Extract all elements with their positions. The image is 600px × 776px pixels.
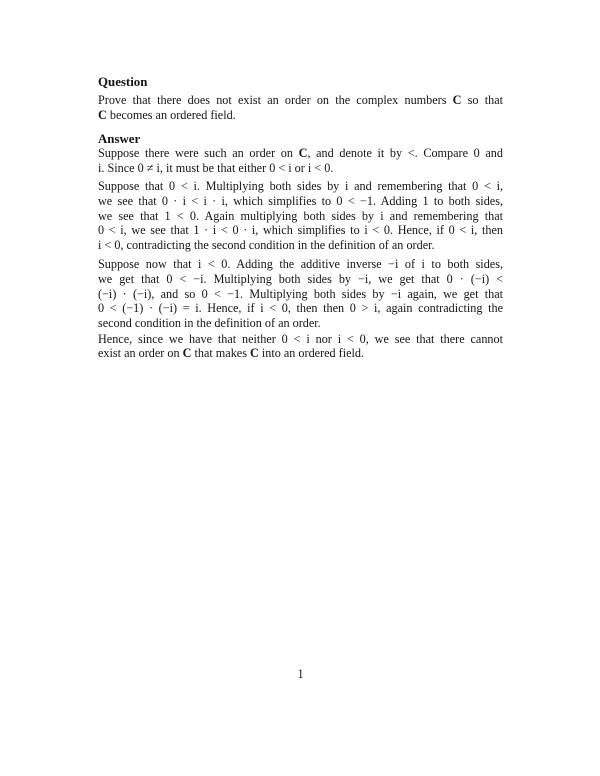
text-line: Suppose now that i < 0. Adding the additive inverse −i of i to both sides, — [98, 257, 503, 271]
text-line: i < 0, contradicting the second condition in the definition of an order. — [98, 238, 435, 253]
question-paragraph — [98, 93, 503, 123]
page-number: 1 — [297, 667, 304, 681]
text-line: C becomes an ordered field. — [98, 107, 236, 122]
text-line: we see that 1 < 0. Again multiplying both sides by i and remembering that — [98, 208, 503, 223]
text-line: 0 < i, we see that 1 · i < 0 · i, which simplifies to i < 0. Hence, if 0 < i, then — [98, 223, 503, 238]
question-heading: Question — [98, 75, 148, 89]
text-line: (−i) · (−i), and so 0 < −1. Multiplying both sides by −i again, we get that — [98, 286, 503, 301]
text-line: Suppose that 0 < i. Multiplying both sides by i and remembering that 0 < i, — [98, 179, 503, 193]
text-line: i. Since 0 ≠ i, it must be that either 0 < i or i < 0. — [98, 160, 334, 175]
text-line: Hence, since we have that neither 0 < i nor i < 0, we see that there cannot — [98, 331, 503, 346]
text-line: we get that 0 < −i. Multiplying both sides by −i, we get that 0 · (−i) < — [98, 271, 503, 286]
answer-paragraph-3 — [98, 257, 503, 331]
answer-paragraph-1 — [98, 146, 503, 176]
text-line: we see that 0 · i < i · i, which simplifies to 0 < −1. Adding 1 to both sides, — [98, 193, 503, 208]
text-line: 0 < (−1) · (−i) = i. Hence, if i < 0, then then 0 > i, again contradicting the — [98, 301, 503, 316]
answer-paragraph-4 — [98, 332, 503, 362]
answer-paragraph-2 — [98, 179, 503, 253]
text-line: Suppose there were such an order on C, and denote it by <. Compare 0 and — [98, 146, 503, 160]
text-line: second condition in the definition of an order. — [98, 316, 321, 331]
answer-heading: Answer — [98, 132, 141, 146]
text-line: Prove that there does not exist an order on the complex numbers C so that — [98, 93, 503, 107]
text-line: exist an order on C that makes C into an ordered field. — [98, 346, 365, 361]
